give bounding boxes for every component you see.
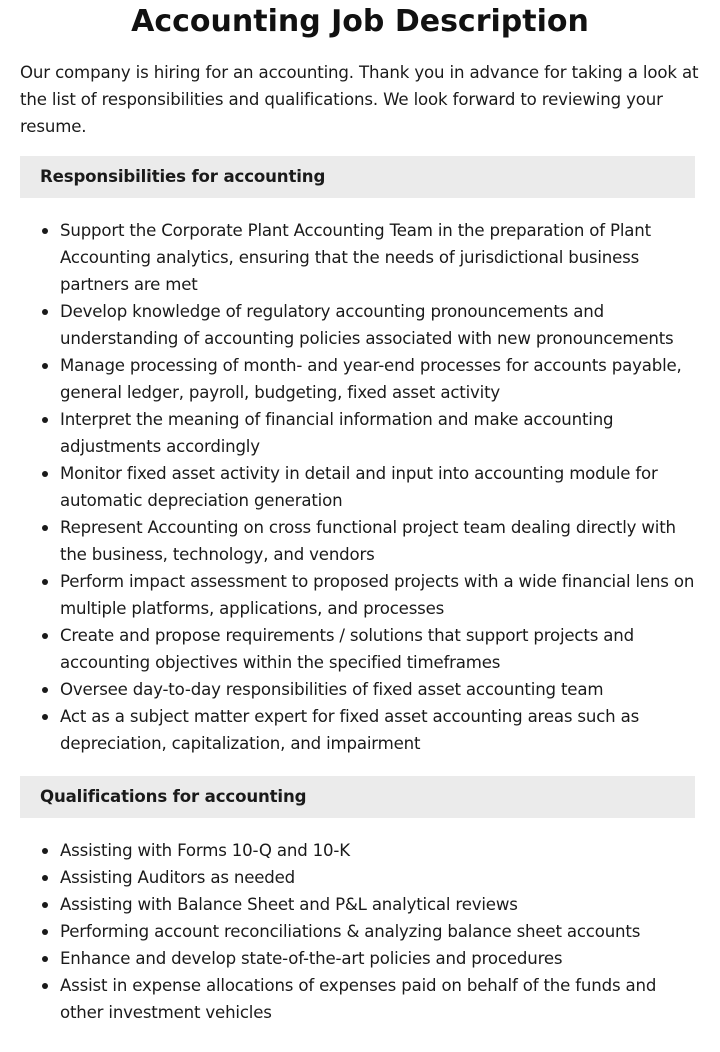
- list-item: Create and propose requirements / solutions that support projects and accounting objectives within the specified timeframes: [20, 622, 700, 676]
- list-item: Performing account reconciliations & analyzing balance sheet accounts: [20, 918, 700, 945]
- list-item: Oversee day-to-day responsibilities of fixed asset accounting team: [20, 676, 700, 703]
- list-item: Monitor fixed asset activity in detail and input into accounting module for automatic depreciation generation: [20, 460, 700, 514]
- list-item: Assist in expense allocations of expenses paid on behalf of the funds and other investment vehicles: [20, 972, 700, 1026]
- list-item: Manage processing of month- and year-end processes for accounts payable, general ledger, payroll, budgeting, fixed asset activity: [20, 352, 700, 406]
- intro-paragraph: Our company is hiring for an accounting. Thank you in advance for taking a look at the list of responsibilities and qualifications. We look forward to reviewing your resume.: [20, 63, 699, 136]
- list-item: Assisting with Balance Sheet and P&L analytical reviews: [20, 891, 700, 918]
- responsibilities-heading: Responsibilities for accounting: [20, 156, 695, 198]
- list-item: Represent Accounting on cross functional project team dealing directly with the business, technology, and vendors: [20, 514, 700, 568]
- list-item: Assisting with Forms 10-Q and 10-K: [20, 837, 700, 864]
- list-item: Act as a subject matter expert for fixed asset accounting areas such as depreciation, capitalization, and impairment: [20, 703, 700, 757]
- list-item: Interpret the meaning of financial information and make accounting adjustments accordingly: [20, 406, 700, 460]
- list-item: Assisting Auditors as needed: [20, 864, 700, 891]
- list-item: Support the Corporate Plant Accounting Team in the preparation of Plant Accounting analytics, ensuring that the needs of jurisdictional business partners are met: [20, 217, 700, 298]
- list-item: Develop knowledge of regulatory accounting pronouncements and understanding of accounting policies associated with new pronouncements: [20, 298, 700, 352]
- responsibilities-list: [20, 217, 700, 757]
- list-item: Enhance and develop state-of-the-art policies and procedures: [20, 945, 700, 972]
- qualifications-heading: Qualifications for accounting: [20, 776, 695, 818]
- page-title: Accounting Job Description: [131, 4, 589, 39]
- qualifications-list: [20, 837, 700, 1026]
- list-item: Perform impact assessment to proposed projects with a wide financial lens on multiple platforms, applications, and processes: [20, 568, 700, 622]
